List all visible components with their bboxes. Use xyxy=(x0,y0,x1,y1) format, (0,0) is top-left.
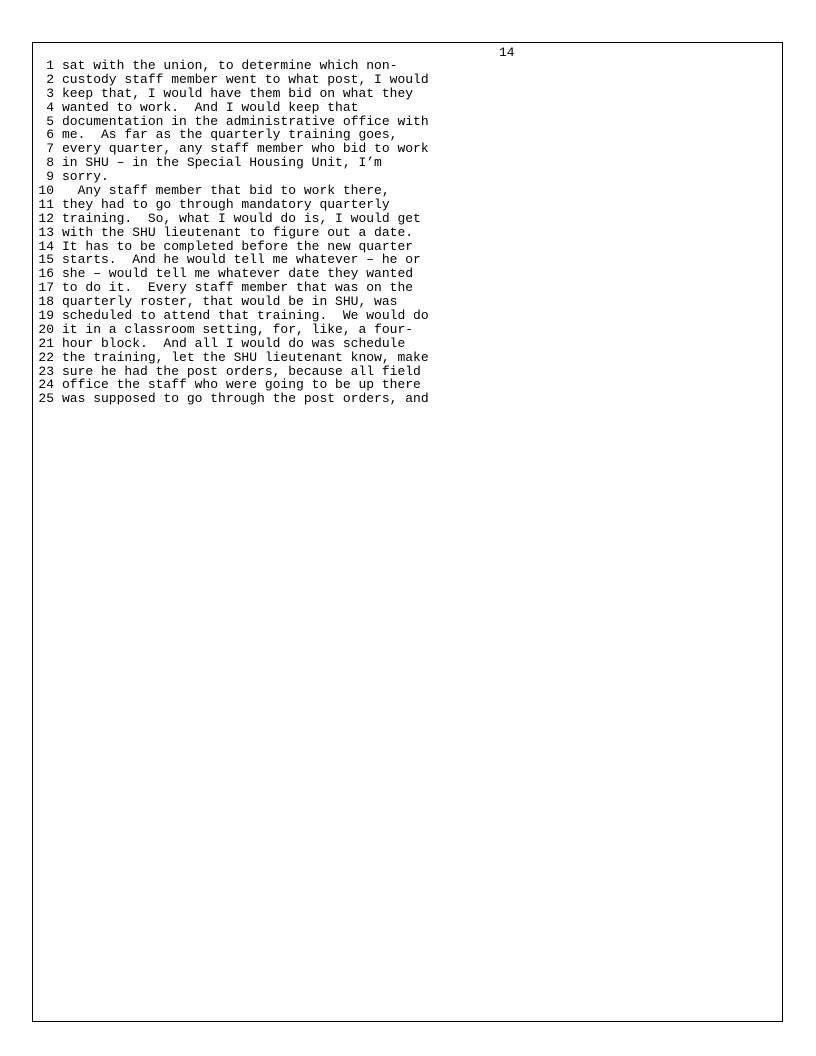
transcript-line xyxy=(33,128,782,142)
transcript-line xyxy=(33,378,782,392)
line-number: 10 xyxy=(38,183,54,199)
line-number: 4 xyxy=(46,99,54,115)
transcript-line xyxy=(33,156,782,170)
line-text: to do it. Every staff member that was on the xyxy=(62,280,414,296)
transcript-line xyxy=(33,170,782,184)
line-text: they had to go through mandatory quarterly xyxy=(62,196,390,212)
transcript-line xyxy=(33,73,782,87)
line-text: documentation in the administrative office with xyxy=(62,113,429,129)
transcript-line xyxy=(33,226,782,240)
line-number: 21 xyxy=(38,335,54,351)
transcript-body xyxy=(33,59,782,406)
line-number: 15 xyxy=(38,252,54,268)
line-text: training. So, what I would do is, I would get xyxy=(62,210,421,226)
line-text: starts. And he would tell me whatever – he or xyxy=(62,252,421,268)
line-number: 13 xyxy=(38,224,54,240)
transcript-line xyxy=(33,212,782,226)
line-number: 20 xyxy=(38,321,54,337)
line-number: 22 xyxy=(38,349,54,365)
transcript-line xyxy=(33,365,782,379)
line-text: hour block. And all I would do was schedule xyxy=(62,335,406,351)
line-number: 5 xyxy=(46,113,54,129)
line-text: wanted to work. And I would keep that xyxy=(62,99,359,115)
line-text: Any staff member that bid to work there, xyxy=(62,183,390,199)
transcript-page xyxy=(32,42,783,1022)
transcript-line xyxy=(33,198,782,212)
line-number: 16 xyxy=(38,266,54,282)
line-text: quarterly roster, that would be in SHU, was xyxy=(62,294,398,310)
line-text: keep that, I would have them bid on what they xyxy=(62,85,414,101)
line-number: 1 xyxy=(46,58,54,73)
transcript-line xyxy=(33,337,782,351)
line-number: 6 xyxy=(46,127,54,143)
line-number: 18 xyxy=(38,294,54,310)
line-number: 11 xyxy=(38,196,54,212)
line-number: 9 xyxy=(46,169,54,185)
line-text: it in a classroom setting, for, like, a four- xyxy=(62,321,414,337)
line-text: me. As far as the quarterly training goes, xyxy=(62,127,398,143)
line-text: office the staff who were going to be up there xyxy=(62,377,421,393)
line-text: the training, let the SHU lieutenant know, make xyxy=(62,349,429,365)
transcript-line xyxy=(33,281,782,295)
transcript-line xyxy=(33,87,782,101)
transcript-line xyxy=(33,142,782,156)
line-number: 17 xyxy=(38,280,54,296)
line-number: 2 xyxy=(46,71,54,87)
line-text: was supposed to go through the post orders, and xyxy=(62,391,429,407)
line-text: she – would tell me whatever date they wanted xyxy=(62,266,414,282)
transcript-line xyxy=(33,253,782,267)
line-text: sat with the union, to determine which non- xyxy=(62,58,398,73)
line-number: 19 xyxy=(38,308,54,324)
line-text: scheduled to attend that training. We would do xyxy=(62,308,429,324)
line-number: 3 xyxy=(46,85,54,101)
transcript-line xyxy=(33,267,782,281)
line-number: 24 xyxy=(38,377,54,393)
line-text: custody staff member went to what post, I would xyxy=(62,71,429,87)
line-number: 8 xyxy=(46,155,54,171)
transcript-line xyxy=(33,392,782,406)
line-number: 25 xyxy=(38,391,54,407)
transcript-line xyxy=(33,295,782,309)
transcript-line xyxy=(33,101,782,115)
line-number: 7 xyxy=(46,141,54,157)
line-number: 14 xyxy=(38,238,54,254)
transcript-line xyxy=(33,351,782,365)
transcript-line xyxy=(33,323,782,337)
transcript-line xyxy=(33,240,782,254)
line-number: 23 xyxy=(38,363,54,379)
line-text: sorry. xyxy=(62,169,109,185)
transcript-line xyxy=(33,309,782,323)
page-number: 14 xyxy=(499,45,515,60)
line-text: It has to be completed before the new quarter xyxy=(62,238,414,254)
line-text: in SHU – in the Special Housing Unit, I’m xyxy=(62,155,382,171)
line-number: 12 xyxy=(38,210,54,226)
transcript-line xyxy=(33,184,782,198)
line-text: every quarter, any staff member who bid to work xyxy=(62,141,429,157)
line-text: sure he had the post orders, because all field xyxy=(62,363,421,379)
transcript-line xyxy=(33,59,782,73)
transcript-line xyxy=(33,115,782,129)
line-text: with the SHU lieutenant to figure out a date. xyxy=(62,224,414,240)
